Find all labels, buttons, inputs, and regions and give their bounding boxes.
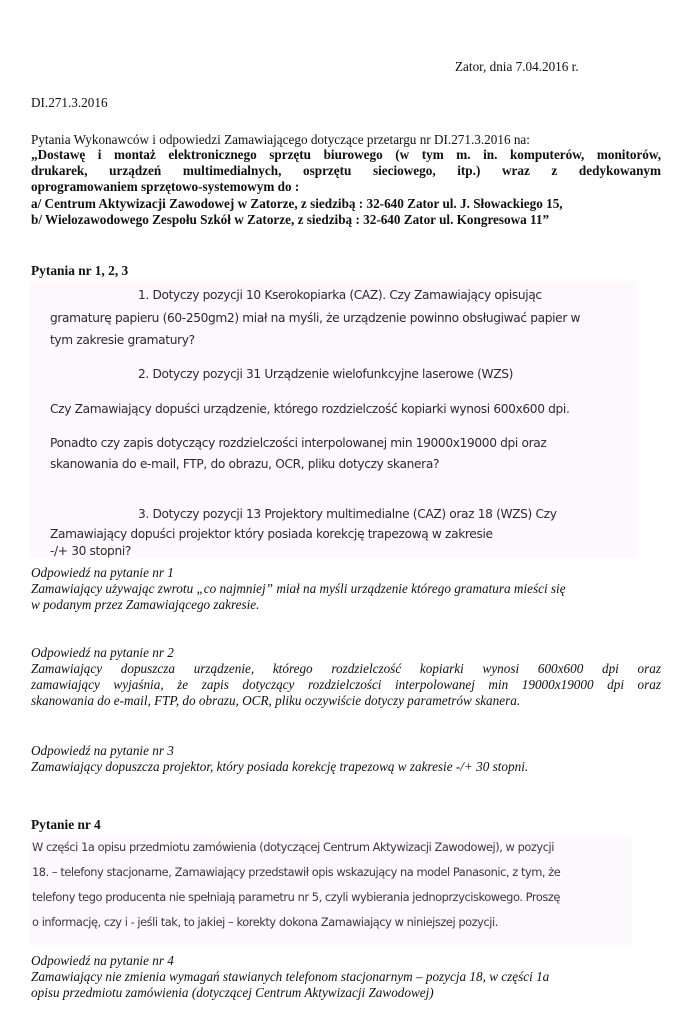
intro-text: Pytania Wykonawców i odpowiedzi Zamawiającego dotyczące przetargu nr DI.271.3.2016 na: [31,132,530,147]
answer-label: Odpowiedź na pytanie nr 2 [31,645,174,660]
answer-line: w podanym przez Zamawiającego zakresie. [31,597,260,612]
answer-2 [31,645,661,709]
answer-line: Zamawiający używając zwrotu „co najmniej” miał na myśli urządzenie którego gramatura mieści się [31,581,566,596]
answer-line: Zamawiający dopuszcza projektor, który posiada korekcję trapezową w zakresie -/+ 30 stopni. [31,759,529,774]
scan-line: 1. Dotyczy pozycji 10 Kserokopiarka (CAZ). Czy Zamawiający opisując [138,288,542,302]
scan-line: gramaturę papieru (60-250gm2) miał na myśli, że urządzenie powinno obsługiwać papier w [50,311,581,325]
tender-title [31,147,661,228]
answer-line: Zamawiający nie zmienia wymagań stawianych telefonom stacjonarnym – pozycja 18, w części 1a [31,969,550,984]
answer-line: opisu przedmiotu zamówienia (dotyczącej Centrum Aktywizacji Zawodowej) [31,985,434,1000]
answer-3 [31,743,661,775]
answer-label: Odpowiedź na pytanie nr 1 [31,565,174,580]
scan-line: tym zakresie gramatury? [50,333,195,347]
answer-line: skanowania do e-mail, FTP, do obrazu, OCR, pliku oczywiście dotyczy parametrów skanera. [31,693,521,708]
title-line: oprogramowaniem sprzętowo-systemowym do : [31,179,300,195]
answer-text [31,661,661,709]
scan-line: Czy Zamawiający dopuści urządzenie, którego rozdzielczość kopiarki wynosi 600x600 dpi. [50,402,570,416]
answer-label: Odpowiedź na pytanie nr 3 [31,743,174,758]
section-heading-questions-1-3: Pytania nr 1, 2, 3 [31,263,129,278]
answer-1 [31,565,661,613]
answer-line: Zamawiający dopuszcza urządzenie, którego rozdzielczość kopiarki wynosi 600x600 dpi oraz [31,661,661,676]
answer-label: Odpowiedź na pytanie nr 4 [31,953,174,968]
scan-line: skanowania do e-mail, FTP, do obrazu, OCR, pliku dotyczy skanera? [50,457,440,471]
title-line: „Dostawę i montaż elektronicznego sprzętu biurowego (w tym m. in. komputerów, monitorów, [31,147,661,162]
section-heading-question-4: Pytanie nr 4 [31,817,101,832]
title-line: drukarek, urządzeń multimedialnych, osprzętu sieciowego, itp.) wraz z dedykowanym [31,163,661,179]
answer-text [31,759,661,775]
scan-line: o informację, czy i - jeśli tak, to jakiej – korekty dokona Zamawiający w niniejszej pozycji. [32,915,498,929]
title-line: a/ Centrum Aktywizacji Zawodowej w Zatorze, z siedzibą : 32-640 Zator ul. J. Słowackiego 15, [31,195,563,211]
scanned-questions-1-3 [30,281,637,558]
scan-line: W części 1a opisu przedmiotu zamówienia (dotyczącej Centrum Aktywizacji Zawodowej), w pozycji [32,840,554,854]
answer-line: zamawiający wyjaśnia, że zapis dotyczący rozdzielczości interpolowanej min 19000x19000 dpi oraz [31,677,661,692]
answer-text [31,581,661,613]
scan-line: 3. Dotyczy pozycji 13 Projektory multimedialne (CAZ) oraz 18 (WZS) Czy [138,507,557,521]
scan-line: telefony tego producenta nie spełniają parametru nr 5, czyli wybierania jednoprzyciskowego. Proszę [32,890,560,904]
title-line: b/ Wielozawodowego Zespołu Szkół w Zatorze, z siedzibą : 32-640 Zator ul. Kongresowa 11” [31,211,550,227]
scan-line: -/+ 30 stopni? [50,544,131,558]
document-number: DI.271.3.2016 [31,95,108,110]
date-line: Zator, dnia 7.04.2016 r. [455,59,579,74]
scan-line: 2. Dotyczy pozycji 31 Urządzenie wielofunkcyjne laserowe (WZS) [138,367,514,381]
answer-4 [31,953,661,1001]
scan-line: Zamawiający dopuści projektor który posiada korekcję trapezową w zakresie [50,527,493,541]
scan-line: 18. – telefony stacjonarne, Zamawiający przedstawił opis wskazujący na model Panasonic, z tym, że [32,865,561,879]
scanned-question-4 [30,837,632,945]
answer-text [31,969,661,1001]
scan-line: Ponadto czy zapis dotyczący rozdzielczości interpolowanej min 19000x19000 dpi oraz [50,436,547,450]
